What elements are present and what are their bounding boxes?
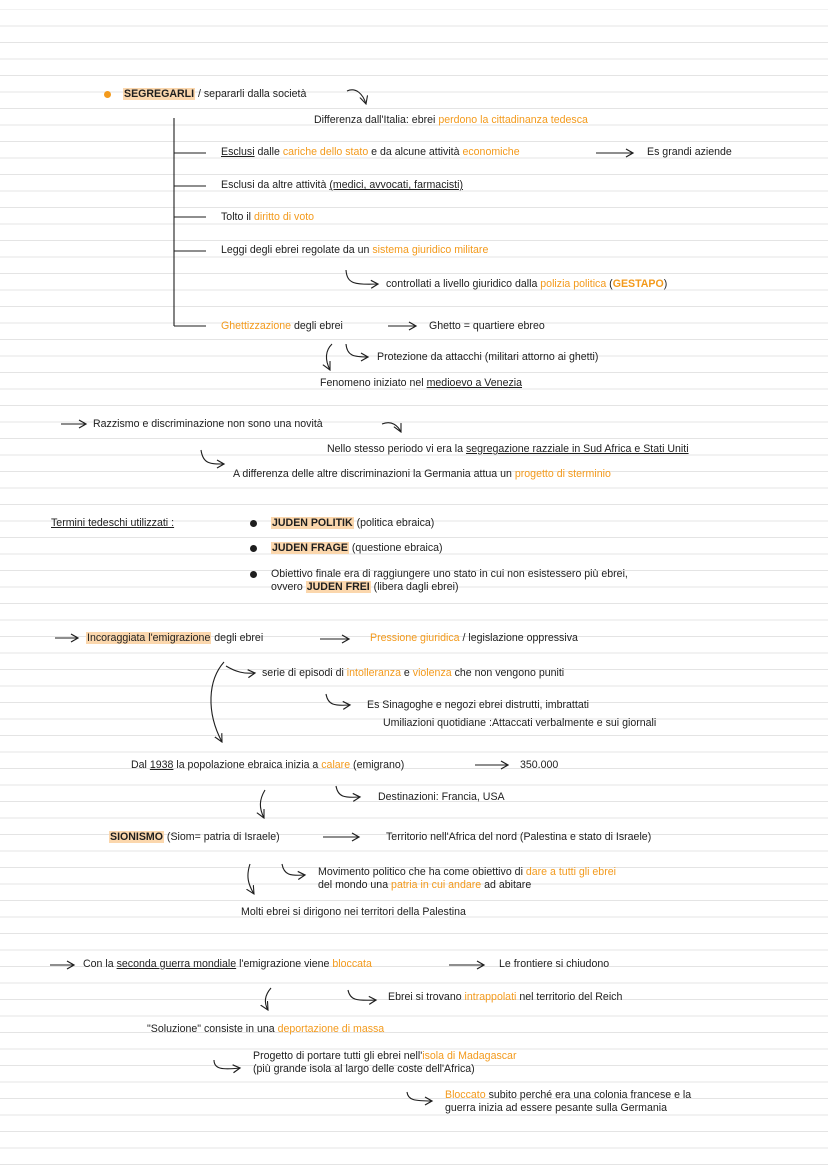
emigration-from-1938: Dal 1938 la popolazione ebraica inizia a calare (emigrano) [131,759,405,771]
segregate-row-1: Esclusi dalle cariche dello stato e da alcune attività economiche [221,146,520,158]
war-solution: "Soluzione" consiste in una deportazione di massa [147,1023,385,1035]
section-bullet [104,91,111,98]
segregate-row-3: Tolto il diritto di voto [221,211,315,223]
segregate-row-4-sub: controllati a livello giuridico dalla polizia politica (GESTAPO) [386,278,668,290]
war-blocked-2: guerra inizia ad essere pesante sulla Germania [445,1102,668,1114]
segregate-difference: Differenza dall'Italia: ebrei perdono la cittadinanza tedesca [314,114,588,126]
war-project-2: (più grande isola al largo delle coste dell'Africa) [253,1063,475,1075]
war-blocked-1: Bloccato subito perché era una colonia francese e la [445,1089,692,1101]
terms-bullet-3 [250,571,257,578]
zionism-title-line: SIONISMO (Siom= patria di Israele) [110,831,280,843]
segregate-row-1-note: Es grandi aziende [647,146,732,158]
racism-line: Razzismo e discriminazione non sono una novità [93,418,323,430]
terms-item-2: JUDEN FRAGE (questione ebraica) [272,542,443,554]
emigration-destinations: Destinazioni: Francia, USA [378,791,505,803]
zionism-many-jews: Molti ebrei si dirigono nei territori della Palestina [241,906,466,918]
war-project-1: Progetto di portare tutti gli ebrei nell'isola di Madagascar [253,1050,517,1062]
emigration-line: Incoraggiata l'emigrazione degli ebrei [87,632,264,644]
terms-item-3-line2: ovvero JUDEN FREI (libera dagli ebrei) [271,581,459,593]
emigration-example-1: Es Sinagoghe e negozi ebrei distrutti, imbrattati [367,699,590,711]
emigration-example-2: Umiliazioni quotidiane :Attaccati verbalmente e sui giornali [383,717,657,729]
emigration-pressure: Pressione giuridica / legislazione oppressiva [370,632,578,644]
zionism-territory: Territorio nell'Africa del nord (Palestina e stato di Israele) [386,831,652,843]
segregate-row-5: Ghettizzazione degli ebrei [221,320,343,332]
emigration-count: 350.000 [520,759,559,771]
terms-label: Termini tedeschi utilizzati : [51,517,175,529]
zionism-movement-2: del mondo una patria in cui andare ad abitare [318,879,532,891]
segregate-row-5-sub: Protezione da attacchi (militari attorno ai ghetti) [377,351,599,363]
terms-bullet-1 [250,520,257,527]
war-borders: Le frontiere si chiudono [499,958,610,970]
segregate-title: SEGREGARLI [124,88,195,100]
terms-item-1: JUDEN POLITIK (politica ebraica) [272,517,435,529]
racism-same-period: Nello stesso periodo vi era la segregazione razziale in Sud Africa e Stati Uniti [327,443,689,455]
zionism-movement-1: Movimento politico che ha come obiettivo di dare a tutti gli ebrei [318,866,616,878]
segregate-row-2: Esclusi da altre attività (medici, avvocati, farmacisti) [221,179,463,191]
emigration-episodes: serie di episodi di intolleranza e violenza che non vengono puniti [262,667,565,679]
segregate-row-5-sub2: Fenomeno iniziato nel medioevo a Venezia [320,377,523,389]
war-trapped: Ebrei si trovano intrappolati nel territorio del Reich [388,991,623,1003]
terms-item-3-line1: Obiettivo finale era di raggiungere uno stato in cui non esistessero più ebrei, [271,568,628,580]
segregate-row-5-note: Ghetto = quartiere ebreo [429,320,545,332]
segregate-title-line: SEGREGARLI / separarli dalla società [124,88,307,100]
war-line: Con la seconda guerra mondiale l'emigrazione viene bloccata [83,958,372,970]
segregate-row-4: Leggi degli ebrei regolate da un sistema giuridico militare [221,244,489,256]
terms-bullet-2 [250,545,257,552]
racism-difference: A differenza delle altre discriminazioni la Germania attua un progetto di sterminio [233,468,611,480]
